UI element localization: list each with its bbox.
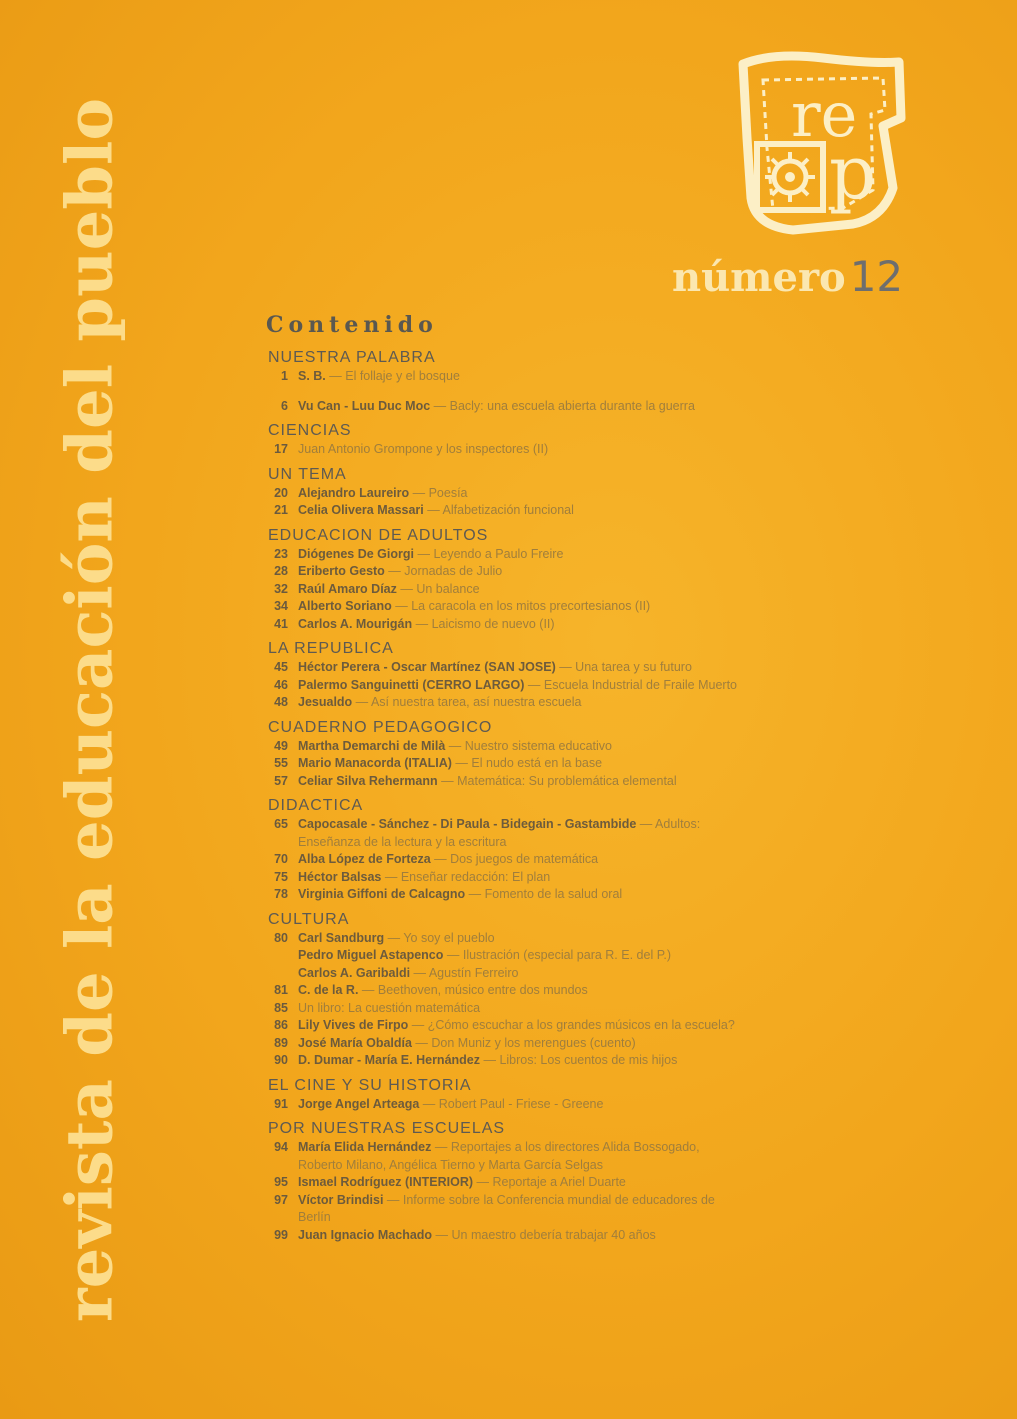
toc-entry xyxy=(262,1227,942,1245)
entry-text: Pedro Miguel Astapenco — Ilustración (especial para R. E. del P.) xyxy=(298,948,672,962)
entry-author: Héctor Balsas xyxy=(298,869,382,884)
section-title: UN TEMA xyxy=(268,465,347,483)
contents-heading: Contenido xyxy=(266,312,438,338)
entry-page-number: 41 xyxy=(274,616,288,631)
entry-text: María Elida Hernández — Reportajes a los directores Alida Bossogado, xyxy=(298,1140,700,1154)
toc-entry xyxy=(262,659,942,677)
entry-author: Capocasale - Sánchez - Di Paula - Bidegain - Gastambide xyxy=(298,817,637,831)
entry-text: Héctor Balsas — Enseñar redacción: El plan xyxy=(298,869,551,884)
entry-page-number: 81 xyxy=(274,983,288,997)
table-of-contents xyxy=(262,312,942,1250)
entry-page-number: 85 xyxy=(274,1000,288,1015)
toc-entry xyxy=(262,616,942,634)
entry-text: Capocasale - Sánchez - Di Paula - Bidegain - Gastambide — Adultos: xyxy=(298,817,701,831)
entry-text: Lily Vives de Firpo — ¿Cómo escuchar a los grandes músicos en la escuela? xyxy=(298,1018,735,1032)
entry-page-number: 45 xyxy=(274,660,288,674)
entry-page-number: 65 xyxy=(274,817,288,831)
entry-page-number: 91 xyxy=(274,1096,288,1111)
entry-author: Diógenes De Giorgi xyxy=(298,546,414,561)
entry-author: Carl Sandburg xyxy=(298,930,385,945)
entry-author: Víctor Brindisi xyxy=(298,1192,384,1207)
entry-page-number: 6 xyxy=(281,398,288,413)
toc-sections xyxy=(262,348,942,1244)
toc-entry xyxy=(262,546,942,564)
toc-entry xyxy=(262,368,942,386)
entry-text: Roberto Milano, Angélica Tierno y Marta García Selgas xyxy=(298,1157,604,1172)
entry-page-number: 80 xyxy=(274,930,288,945)
toc-entry xyxy=(262,581,942,599)
section-title: NUESTRA PALABRA xyxy=(268,349,436,366)
entry-text: Carlos A. Garibaldi — Agustín Ferreiro xyxy=(298,965,519,980)
entry-page-number: 57 xyxy=(274,773,288,788)
toc-entry xyxy=(262,1192,942,1210)
toc-entry xyxy=(262,1035,942,1053)
issue-value: 12 xyxy=(849,252,904,301)
toc-section xyxy=(262,639,942,712)
entry-page-number xyxy=(262,1157,288,1175)
toc-entry xyxy=(262,773,942,791)
entry-author: Carlos A. Garibaldi xyxy=(298,965,411,980)
entry-text: Virginia Giffoni de Calcagno — Fomento de la salud oral xyxy=(298,887,623,901)
toc-section xyxy=(262,796,942,904)
section-title: CULTURA xyxy=(268,910,350,928)
entry-text: José María Obaldía — Don Muniz y los merengues (cuento) xyxy=(298,1035,636,1050)
entry-page-number: 21 xyxy=(274,503,288,517)
toc-section xyxy=(262,718,942,791)
toc-section xyxy=(262,421,942,459)
entry-text: Raúl Amaro Díaz — Un balance xyxy=(298,581,480,596)
toc-entry xyxy=(262,755,942,773)
toc-entry xyxy=(262,598,942,616)
section-title: CUADERNO PEDAGOGICO xyxy=(268,718,493,736)
toc-entry xyxy=(262,1096,942,1114)
entry-author: Ismael Rodríguez (INTERIOR) xyxy=(298,1175,474,1189)
entry-page-number xyxy=(262,965,288,983)
entry-text: Juan Ignacio Machado — Un maestro debería trabajar 40 años xyxy=(298,1227,656,1242)
entry-author: Martha Demarchi de Milà xyxy=(298,738,446,753)
toc-section xyxy=(262,1076,942,1114)
toc-entry xyxy=(262,1209,942,1227)
entry-author: María Elida Hernández xyxy=(298,1140,432,1154)
issue-number xyxy=(672,252,932,302)
entry-text: Un libro: La cuestión matemática xyxy=(298,1000,481,1015)
entry-page-number: 97 xyxy=(274,1192,288,1207)
entry-page-number: 1 xyxy=(281,369,288,383)
entry-text: Juan Antonio Grompone y los inspectores (II) xyxy=(298,442,549,456)
entry-text: Carlos A. Mourigán — Laicismo de nuevo (II) xyxy=(298,616,555,631)
toc-entry xyxy=(262,738,942,756)
entry-page-number: 34 xyxy=(274,599,288,613)
entry-gap xyxy=(262,386,942,398)
entry-text: Martha Demarchi de Milà — Nuestro sistema educativo xyxy=(298,738,613,753)
entry-text: Jesualdo — Así nuestra tarea, así nuestra escuela xyxy=(298,695,582,709)
section-title: EDUCACION DE ADULTOS xyxy=(268,526,489,544)
toc-entry xyxy=(262,886,942,904)
entry-author: Lily Vives de Firpo xyxy=(298,1018,409,1032)
entry-author: Carlos A. Mourigán xyxy=(298,616,413,631)
entry-page-number: 49 xyxy=(274,738,288,753)
entry-page-number: 86 xyxy=(274,1018,288,1032)
toc-section xyxy=(262,465,942,520)
entry-page-number: 89 xyxy=(274,1035,288,1050)
section-title: LA REPUBLICA xyxy=(268,640,394,657)
entry-text: C. de la R. — Beethoven, músico entre dos mundos xyxy=(298,983,588,997)
entry-author: Alejandro Laureiro xyxy=(298,485,410,500)
entry-page-number: 17 xyxy=(274,442,288,456)
entry-author: Mario Manacorda (ITALIA) xyxy=(298,756,452,770)
toc-section xyxy=(262,910,942,1070)
entry-text: Alberto Soriano — La caracola en los mitos precortesianos (II) xyxy=(298,599,651,613)
entry-page-number: 23 xyxy=(274,546,288,561)
toc-entry xyxy=(262,869,942,887)
entry-author: D. Dumar - María E. Hernández xyxy=(298,1053,480,1067)
toc-entry xyxy=(262,1139,942,1157)
entry-text: Mario Manacorda (ITALIA) — El nudo está en la base xyxy=(298,756,603,770)
entry-page-number: 94 xyxy=(274,1140,288,1154)
entry-text: Diógenes De Giorgi — Leyendo a Paulo Freire xyxy=(298,546,564,561)
entry-text: S. B. — El follaje y el bosque xyxy=(298,369,460,383)
entry-text: Palermo Sanguinetti (CERRO LARGO) — Escuela Industrial de Fraile Muerto xyxy=(298,677,737,692)
entry-page-number: 48 xyxy=(274,695,288,709)
entry-text: Celia Olivera Massari — Alfabetización funcional xyxy=(298,503,574,517)
entry-author: Jesualdo xyxy=(298,695,353,709)
toc-entry xyxy=(262,441,942,459)
entry-page-number: 90 xyxy=(274,1053,288,1067)
toc-entry xyxy=(262,965,942,983)
entry-author: Héctor Perera - Oscar Martínez (SAN JOSE) xyxy=(298,660,556,674)
toc-section xyxy=(262,526,942,634)
entry-page-number: 46 xyxy=(274,677,288,692)
entry-page-number: 32 xyxy=(274,581,288,596)
toc-section xyxy=(262,1119,942,1244)
toc-entry xyxy=(262,1017,942,1035)
spine-title: revista de la educación del pueblo xyxy=(52,97,128,1322)
entry-author: Jorge Angel Arteaga xyxy=(298,1096,420,1111)
toc-entry xyxy=(262,1157,942,1175)
toc-entry xyxy=(262,834,942,852)
entry-text: Ismael Rodríguez (INTERIOR) — Reportaje a Ariel Duarte xyxy=(298,1175,626,1189)
toc-entry xyxy=(262,930,942,948)
entry-page-number xyxy=(262,1209,288,1227)
entry-text: Carl Sandburg — Yo soy el pueblo xyxy=(298,930,495,945)
toc-entry xyxy=(262,694,942,712)
section-title: POR NUESTRAS ESCUELAS xyxy=(268,1120,506,1137)
toc-entry xyxy=(262,1000,942,1018)
entry-text: Jorge Angel Arteaga — Robert Paul - Friese - Greene xyxy=(298,1096,604,1111)
entry-text: Vu Can - Luu Duc Moc — Bacly: una escuela abierta durante la guerra xyxy=(298,398,695,413)
toc-entry xyxy=(262,1174,942,1192)
entry-text: Héctor Perera - Oscar Martínez (SAN JOSE) — Una tarea y su futuro xyxy=(298,660,692,674)
entry-author: Alba López de Forteza xyxy=(298,852,431,866)
entry-page-number: 99 xyxy=(274,1227,288,1242)
entry-page-number: 28 xyxy=(274,564,288,578)
entry-page-number: 78 xyxy=(274,887,288,901)
toc-entry xyxy=(262,947,942,965)
entry-author: Alberto Soriano xyxy=(298,599,392,613)
entry-author: Virginia Giffoni de Calcagno xyxy=(298,887,466,901)
toc-entry xyxy=(262,485,942,503)
entry-page-number xyxy=(262,947,288,965)
entry-author: Pedro Miguel Astapenco xyxy=(298,948,444,962)
spine xyxy=(40,0,140,1419)
entry-page-number: 70 xyxy=(274,852,288,866)
entry-text: Alejandro Laureiro — Poesía xyxy=(298,485,468,500)
entry-text: Eriberto Gesto — Jornadas de Julio xyxy=(298,564,503,578)
toc-entry xyxy=(262,982,942,1000)
entry-page-number: 95 xyxy=(274,1175,288,1189)
entry-text: D. Dumar - María E. Hernández — Libros: Los cuentos de mis hijos xyxy=(298,1053,678,1067)
toc-section xyxy=(262,348,942,415)
entry-author: Vu Can - Luu Duc Moc xyxy=(298,398,431,413)
entry-author: Celiar Silva Rehermann xyxy=(298,773,438,788)
section-title: DIDACTICA xyxy=(268,797,364,814)
entry-author: Raúl Amaro Díaz xyxy=(298,581,397,596)
toc-entry xyxy=(262,1052,942,1070)
entry-author: Juan Ignacio Machado xyxy=(298,1227,433,1242)
svg-text:re: re xyxy=(791,78,858,151)
entry-text: Enseñanza de la lectura y la escritura xyxy=(298,834,507,849)
entry-author: José María Obaldía xyxy=(298,1035,412,1050)
entry-page-number xyxy=(262,834,288,852)
svg-text:p: p xyxy=(829,130,877,216)
section-title: CIENCIAS xyxy=(268,422,352,439)
toc-entry xyxy=(262,816,942,834)
entry-author: Palermo Sanguinetti (CERRO LARGO) xyxy=(298,677,525,692)
entry-text: Víctor Brindisi — Informe sobre la Conferencia mundial de educadores de xyxy=(298,1192,715,1207)
entry-text: Celiar Silva Rehermann — Matemática: Su problemática elemental xyxy=(298,773,677,788)
issue-word: número xyxy=(672,254,846,301)
entry-page-number: 20 xyxy=(274,485,288,500)
toc-entry xyxy=(262,851,942,869)
entry-author: Eriberto Gesto xyxy=(298,564,385,578)
entry-author: C. de la R. xyxy=(298,983,359,997)
entry-text: Berlín xyxy=(298,1210,331,1224)
toc-entry xyxy=(262,398,942,416)
entry-page-number: 75 xyxy=(274,869,288,884)
entry-page-number: 55 xyxy=(274,756,288,770)
toc-entry xyxy=(262,502,942,520)
toc-entry xyxy=(262,563,942,581)
toc-entry xyxy=(262,677,942,695)
entry-author: S. B. xyxy=(298,369,326,383)
entry-author: Celia Olivera Massari xyxy=(298,503,424,517)
entry-text: Alba López de Forteza — Dos juegos de matemática xyxy=(298,852,599,866)
section-title: EL CINE Y SU HISTORIA xyxy=(268,1076,472,1094)
rep-logo xyxy=(733,48,908,238)
